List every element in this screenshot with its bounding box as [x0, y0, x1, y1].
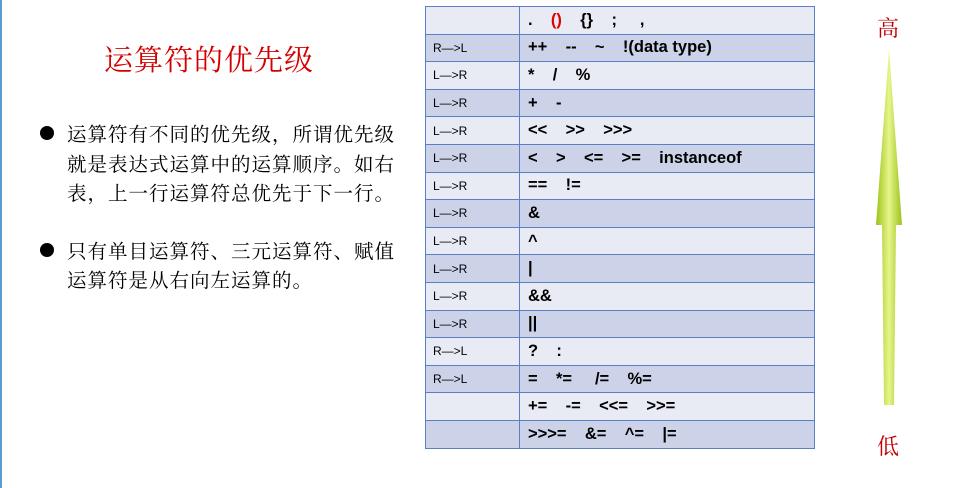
- associativity-cell: L—>R: [426, 172, 520, 200]
- bullet-item: [40, 120, 400, 209]
- bullet-dot-icon: [40, 243, 54, 257]
- slide-title: 运算符的优先级: [104, 43, 315, 77]
- associativity-cell: L—>R: [426, 227, 520, 255]
- associativity-cell: L—>R: [426, 117, 520, 145]
- low-label: 低: [877, 435, 900, 460]
- precedence-row: [426, 255, 815, 283]
- associativity-cell: L—>R: [426, 255, 520, 283]
- precedence-row: [426, 282, 815, 310]
- bullet-dot-icon: [40, 126, 54, 140]
- watermark: https://blog.csdn.net/weixin_44853669: [660, 458, 882, 473]
- bullet-list: [40, 120, 400, 324]
- operators-cell: = *= /= %=: [520, 365, 815, 393]
- operators-cell: ++ -- ~ !(data type): [520, 34, 815, 62]
- precedence-row: [426, 200, 815, 228]
- operators-cell: * / %: [520, 62, 815, 90]
- associativity-cell: L—>R: [426, 200, 520, 228]
- precedence-row: [426, 338, 815, 366]
- operators-cell: >>>= &= ^= |=: [520, 420, 815, 448]
- precedence-row: [426, 117, 815, 145]
- operators-cell: == !=: [520, 172, 815, 200]
- associativity-cell: R—>L: [426, 34, 520, 62]
- operators-cell: += -= <<= >>=: [520, 393, 815, 421]
- operators-cell: < > <= >= instanceof: [520, 144, 815, 172]
- operators-cell: + -: [520, 89, 815, 117]
- operator-precedence-table: [425, 6, 815, 449]
- precedence-row: [426, 365, 815, 393]
- precedence-row: [426, 34, 815, 62]
- precedence-row: [426, 144, 815, 172]
- associativity-cell: R—>L: [426, 365, 520, 393]
- precedence-row: [426, 7, 815, 35]
- precedence-row: [426, 227, 815, 255]
- associativity-cell: L—>R: [426, 144, 520, 172]
- priority-arrow-icon: [866, 50, 912, 410]
- associativity-cell: R—>L: [426, 338, 520, 366]
- bullet-text: 只有单目运算符、三元运算符、赋值运算符是从右向左运算的。: [67, 239, 396, 292]
- operators-text: .: [528, 10, 551, 29]
- associativity-cell: L—>R: [426, 282, 520, 310]
- precedence-row: [426, 89, 815, 117]
- precedence-row: [426, 172, 815, 200]
- operators-cell: ||: [520, 310, 815, 338]
- operators-cell: [520, 7, 815, 35]
- bullet-text: 运算符有不同的优先级，所谓优先级就是表达式运算中的运算顺序。如右表，上一行运算符总优先于下一行。: [67, 123, 396, 205]
- operators-cell: ? :: [520, 338, 815, 366]
- associativity-cell: L—>R: [426, 89, 520, 117]
- high-label: 高: [877, 17, 900, 42]
- precedence-row: [426, 393, 815, 421]
- operators-cell: ^: [520, 227, 815, 255]
- bullet-item: [40, 237, 400, 296]
- associativity-cell: L—>R: [426, 310, 520, 338]
- operators-cell: << >> >>>: [520, 117, 815, 145]
- slide-left-border: [0, 0, 2, 488]
- precedence-row: [426, 62, 815, 90]
- operators-cell: &&: [520, 282, 815, 310]
- associativity-cell: [426, 393, 520, 421]
- associativity-cell: L—>R: [426, 62, 520, 90]
- operators-cell: &: [520, 200, 815, 228]
- operators-cell: |: [520, 255, 815, 283]
- precedence-row: [426, 420, 815, 448]
- associativity-cell: [426, 7, 520, 35]
- operators-text: {} ; ,: [561, 10, 645, 29]
- highlighted-operator: (): [550, 10, 562, 29]
- associativity-cell: [426, 420, 520, 448]
- precedence-row: [426, 310, 815, 338]
